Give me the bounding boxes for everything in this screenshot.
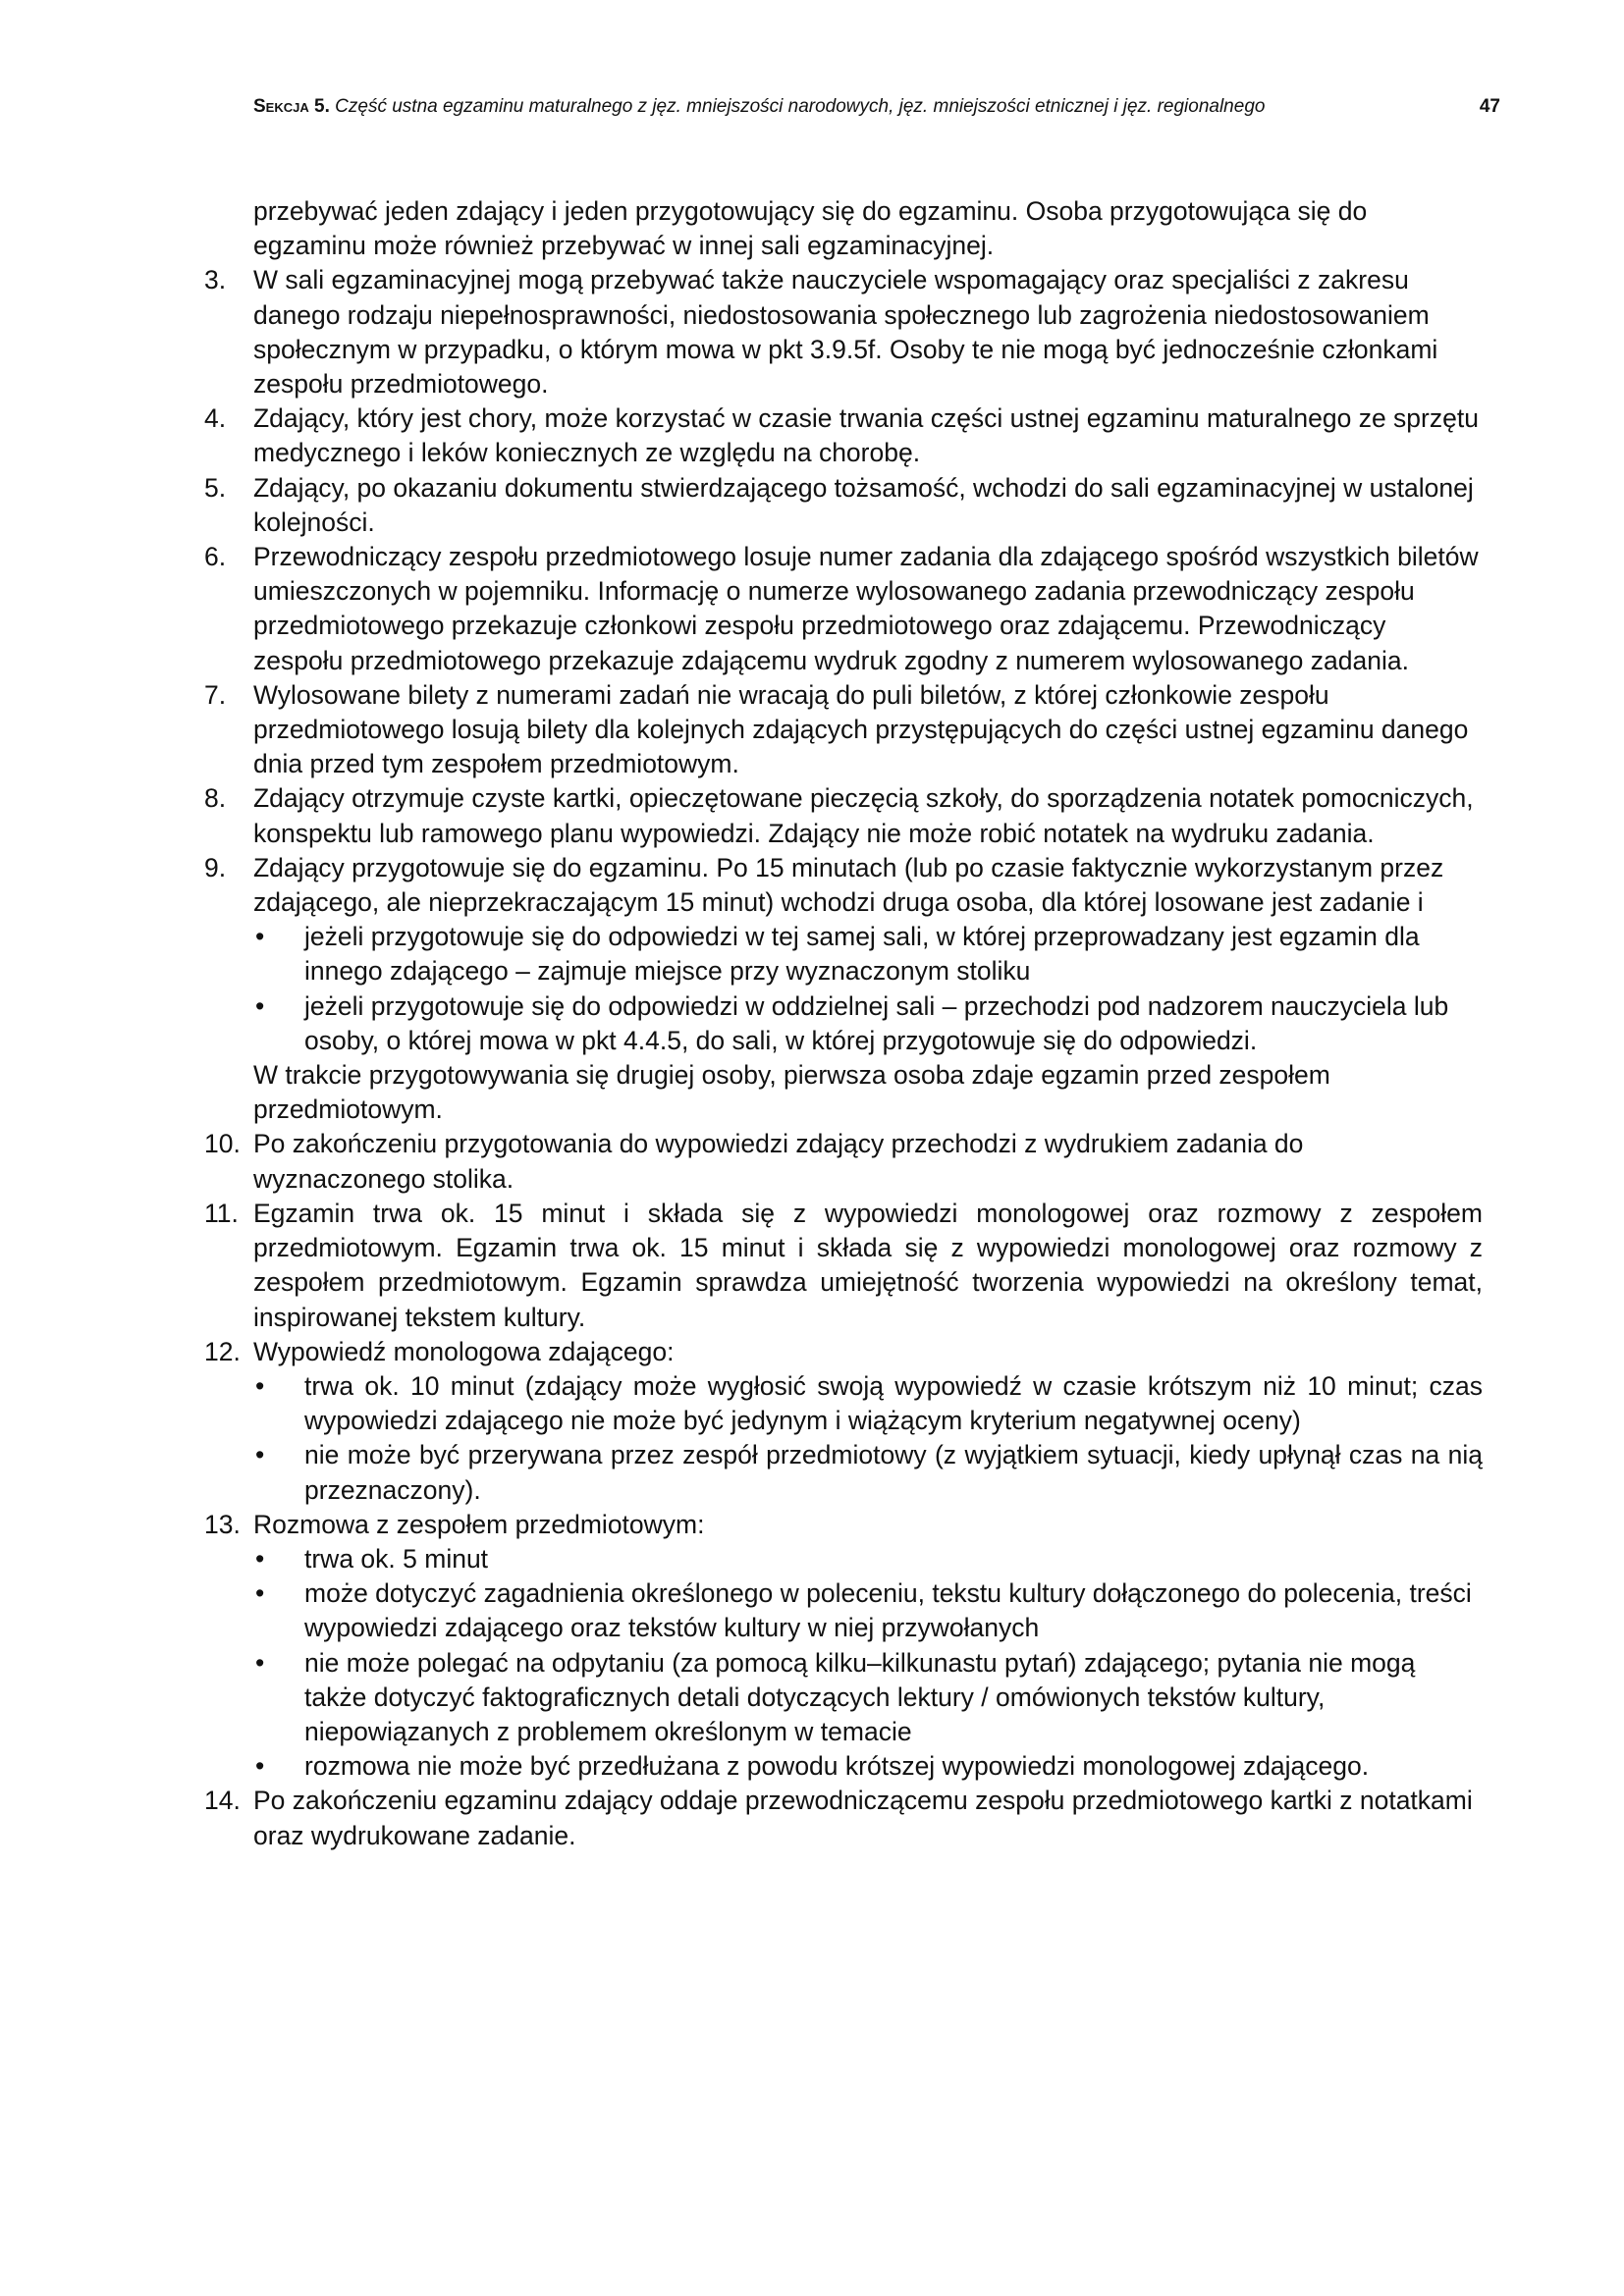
bullet-text: może dotyczyć zagadnienia określonego w poleceniu, tekstu kultury dołączonego do polecenia, treści wypowiedzi zdającego oraz tekstów kultury w niej przywołanych <box>304 1578 1472 1643</box>
list-item <box>204 1335 1483 1508</box>
bullet-icon: • <box>255 1370 265 1401</box>
bullet-icon: • <box>255 1543 265 1574</box>
item-body <box>253 1197 1483 1335</box>
bullet-item <box>253 1749 1483 1784</box>
item-number: 7. <box>204 679 227 710</box>
continuation-paragraph: przebywać jeden zdający i jeden przygotowujący się do egzaminu. Osoba przygotowująca się do egzaminu może również przebywać w innej sali egzaminacyjnej. <box>253 196 1368 261</box>
list-item <box>204 1784 1483 1852</box>
item-text: Zdający, po okazaniu dokumentu stwierdzającego tożsamość, wchodzi do sali egzaminacyjnej w ustalonej kolejności. <box>253 472 1474 537</box>
list-item <box>204 263 1483 401</box>
bullet-icon: • <box>255 1751 265 1782</box>
header-title: Część ustna egzaminu maturalnego z jęz. mniejszości narodowych, jęz. mniejszości etnicznej i jęz. regionalnego <box>335 96 1266 117</box>
item-text: Przewodniczący zespołu przedmiotowego losuje numer zadania dla zdającego spośród wszystkich biletów umieszczonych w pojemniku. Informację o numerze wylosowanego zadania przewodniczący zespołu przedmiotowego przekazuje członkowi zespołu przedmiotowego oraz zdającemu. Przewodniczący zespołu przedmiotowego przekazuje zdającemu wydruk zgodny z numerem wylosowanego zadania. <box>253 542 1479 675</box>
item-number: 8. <box>204 783 227 814</box>
item-number: 9. <box>204 852 227 882</box>
list-item <box>204 401 1483 470</box>
item-text: Po zakończeniu egzaminu zdający oddaje przewodniczącemu zespołu przedmiotowego kartki z notatkami oraz wydrukowane zadanie. <box>253 1786 1473 1850</box>
item-number: 13. <box>204 1509 241 1539</box>
item-text: Zdający, który jest chory, może korzystać w czasie trwania części ustnej egzaminu maturalnego ze sprzętu medycznego i leków koniecznych ze względu na chorobę. <box>253 403 1479 468</box>
item-number: 10. <box>204 1129 241 1159</box>
bullet-text: trwa ok. 10 minut (zdający może wygłosić swoją wypowiedź w czasie krótszym niż 10 minut; czas wypowiedzi zdającego nie może być jedynym i wiążącym kryterium negatywnej oceny) <box>304 1370 1483 1436</box>
item-text: Wylosowane bilety z numerami zadań nie wracają do puli biletów, z której członkowie zespołu przedmiotowego losują bilety dla kolejnych zdających przystępujących do części ustnej egzaminu danego dnia przed tym zespołem przedmiotowym. <box>253 679 1469 779</box>
list-item <box>204 471 1483 540</box>
bullet-item <box>253 920 1483 988</box>
list-item <box>204 1508 1483 1785</box>
item-body <box>253 1784 1483 1852</box>
bullet-item <box>253 989 1483 1058</box>
item-body <box>253 1127 1483 1196</box>
item-number: 6. <box>204 542 227 572</box>
item-text: Po zakończeniu przygotowania do wypowiedzi zdający przechodzi z wydrukiem zadania do wyznaczonego stolika. <box>253 1129 1304 1194</box>
bullet-item <box>253 1646 1483 1750</box>
item-body <box>253 263 1483 401</box>
list-item <box>204 781 1483 850</box>
bullet-item <box>253 1438 1483 1507</box>
item-text: Rozmowa z zespołem przedmiotowym: <box>253 1509 705 1539</box>
item-text: W sali egzaminacyjnej mogą przebywać także nauczyciele wspomagający oraz specjaliści z zakresu danego rodzaju niepełnosprawności, niedostosowania społecznego lub zagrożenia niedostosowaniem społecznym w przypadku, o którym mowa w pkt 3.9.5f. Osoby te nie mogą być jednocześnie członkami zespołu przedmiotowego. <box>253 265 1438 400</box>
item-body <box>253 471 1483 540</box>
item-text: Wypowiedź monologowa zdającego: <box>253 1336 675 1366</box>
item-number: 11. <box>204 1198 239 1228</box>
bullet-text: nie może być przerywana przez zespół przedmiotowy (z wyjątkiem sytuacji, kiedy upłynął czas na nią przeznaczony). <box>304 1440 1483 1505</box>
bullet-text: jeżeli przygotowuje się do odpowiedzi w tej samej sali, w której przeprowadzany jest egzamin dla innego zdającego – zajmuje miejsce przy wyznaczonym stoliku <box>304 922 1420 987</box>
bullet-icon: • <box>255 1440 265 1470</box>
bullet-text: rozmowa nie może być przedłużana z powodu krótszej wypowiedzi monologowej zdającego. <box>304 1751 1370 1782</box>
list-item <box>204 851 1483 1128</box>
item-number: 3. <box>204 265 227 295</box>
item-number: 12. <box>204 1336 241 1366</box>
bullet-item <box>253 1369 1483 1438</box>
item-text: Zdający otrzymuje czyste kartki, opieczętowane pieczęcią szkoły, do sporządzenia notatek pomocniczych, konspektu lub ramowego planu wypowiedzi. Zdający nie może robić notatek na wydruku zadania. <box>253 783 1474 848</box>
page-header <box>253 96 1500 118</box>
bullet-icon: • <box>255 1647 265 1678</box>
item-text: Zdający przygotowuje się do egzaminu. Po 15 minutach (lub po czasie faktycznie wykorzystanym przez zdającego, ale nieprzekraczającym 15 minut) wchodzi druga osoba, dla której losowane jest zadanie i <box>253 852 1444 918</box>
list-item <box>204 1197 1483 1335</box>
item-body <box>253 851 1483 1128</box>
item-body <box>253 1335 1483 1508</box>
bullet-icon: • <box>255 990 265 1021</box>
numbered-list <box>204 263 1483 1852</box>
list-item <box>204 1127 1483 1196</box>
item-body <box>253 678 1483 782</box>
item-body <box>253 540 1483 678</box>
bullet-text: nie może polegać na odpytaniu (za pomocą kilku–kilkunastu pytań) zdającego; pytania nie mogą także dotyczyć faktograficznych detali dotyczących lektury / omówionych tekstów kultury, niepowiązanych z problemem określonym w temacie <box>304 1647 1416 1746</box>
bullet-text: trwa ok. 5 minut <box>304 1543 489 1574</box>
item-after-text: W trakcie przygotowywania się drugiej osoby, pierwsza osoba zdaje egzamin przed zespołem przedmiotowym. <box>253 1060 1330 1125</box>
bullet-list <box>253 920 1483 1058</box>
bullet-list <box>253 1369 1483 1508</box>
item-body <box>253 1508 1483 1785</box>
list-item <box>204 678 1483 782</box>
document-body <box>204 194 1483 1853</box>
item-number: 5. <box>204 472 227 503</box>
item-body <box>253 781 1483 850</box>
item-body <box>253 401 1483 470</box>
item-text: Egzamin trwa ok. 15 minut i składa się z wypowiedzi monologowej oraz rozmowy z zespołem przedmiotowym. Egzamin trwa ok. 15 minut i składa się z wypowiedzi monologowej oraz rozmowy z zespołem przedmiotowym. Egzamin sprawdza umiejętność tworzenia wypowiedzi na określony temat, inspirowanej tekstem kultury. <box>253 1198 1483 1332</box>
bullet-item <box>253 1542 1483 1576</box>
bullet-icon: • <box>255 922 265 952</box>
bullet-item <box>253 1576 1483 1645</box>
bullet-list <box>253 1542 1483 1784</box>
bullet-text: jeżeli przygotowuje się do odpowiedzi w oddzielnej sali – przechodzi pod nadzorem nauczyciela lub osoby, o której mowa w pkt 4.4.5, do sali, w której przygotowuje się do odpowiedzi. <box>304 990 1449 1055</box>
bullet-icon: • <box>255 1578 265 1609</box>
list-item <box>204 540 1483 678</box>
section-label: Sekcja 5. <box>253 96 330 117</box>
item-number: 4. <box>204 403 227 434</box>
page-number: 47 <box>1479 96 1500 117</box>
item-number: 14. <box>204 1786 241 1816</box>
